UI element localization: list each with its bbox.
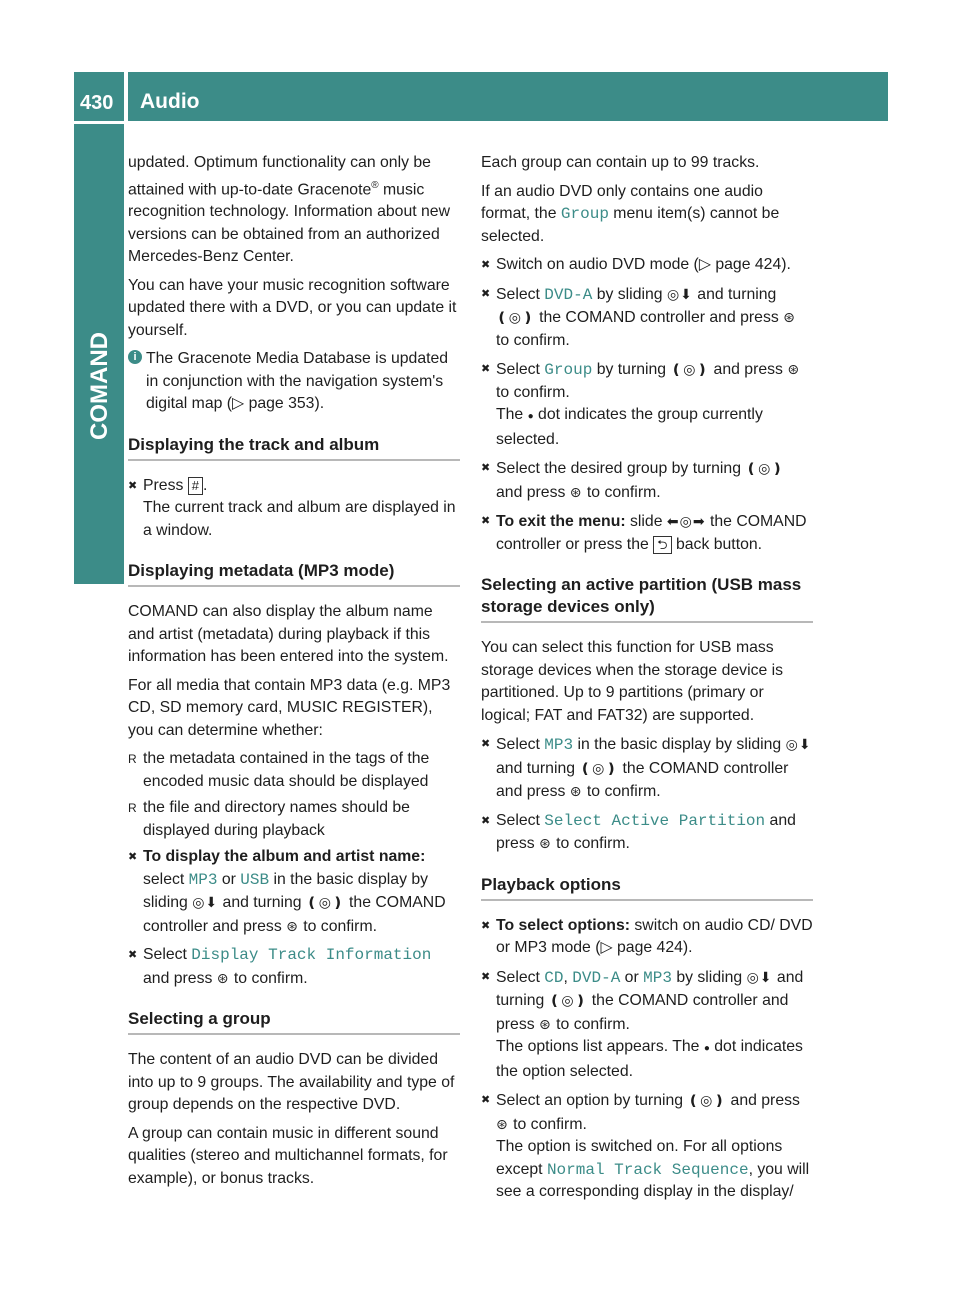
bullet-item: R the file and directory names should be displayed during playback [128,797,460,842]
controller-turn-icon: ❪◎❫ [496,309,535,325]
controller-turn-icon: ❪◎❫ [548,992,588,1008]
bullet-item: R the metadata contained in the tags of the encoded music data should be displayed [128,748,460,793]
controller-press-icon: ⊛ [569,483,583,500]
controller-slide-icon: ◎⬇ [666,285,693,302]
page-number-box [74,72,124,121]
step: ✖ Select DVD-A by sliding ◎⬇ and turning ❪◎❫ the COMAND controller and press ⊛ to confirm. [481,283,813,353]
controller-turn-icon: ❪◎❫ [579,759,619,776]
step: ✖ Select Group by turning ❪◎❫ and press ⊛ to confirm. The ● dot indicates the group currently selected. [481,358,813,451]
paragraph: If an audio DVD only contains one audio format, the Group menu item(s) cannot be selected. [481,182,780,245]
right-column [481,152,813,1210]
paragraph: COMAND can also display the album name and artist (metadata) during playback if this information has been entered into the system. [128,603,449,666]
step: ✖ Select Select Active Partition and press ⊛ to confirm. [481,810,813,856]
step: ✖ To exit the menu: slide ⬅◎➡ the COMAND controller or press the ⮌ back button. [481,510,813,556]
paragraph: Each group can contain up to 99 tracks. [481,154,760,171]
paragraph: A group can contain music in different sound qualities (stereo and multichannel formats, for example), or bonus tracks. [128,1124,448,1187]
step: ✖ To select options: switch on audio CD/ DVD or MP3 mode (▷ page 424). [481,915,813,960]
step: ✖ Press # . The current track and album are displayed in a window. [128,475,460,543]
controller-turn-icon: ❪◎❫ [745,460,785,476]
heading-metadata: Displaying metadata (MP3 mode) [128,560,460,587]
side-tab-label: COMAND [86,332,113,440]
controller-turn-icon: ❪◎❫ [687,1092,727,1108]
controller-slide-icon: ◎⬇ [746,968,773,985]
heading-partition: Selecting an active partition (USB mass storage devices only) [481,574,813,623]
step: ✖ Select MP3 in the basic display by sliding ◎⬇ and turning ❪◎❫ the COMAND controller and press ⊛ to confirm. [481,733,813,804]
page-number: 430 [80,92,114,114]
controller-press-icon: ⊛ [787,361,801,377]
controller-turn-icon: ❪◎❫ [305,894,345,911]
controller-slide-icon: ◎⬇ [785,736,812,752]
section-title: Audio [140,90,200,113]
step: ✖ Switch on audio DVD mode (▷ page 424). [481,254,813,277]
paragraph: For all media that contain MP3 data (e.g. MP3 CD, SD memory card, MUSIC REGISTER), you can determine whether: [128,676,451,739]
left-column [128,152,460,1196]
hash-button-icon: # [188,477,203,495]
controller-slide-icon: ⬅◎➡ [666,513,706,529]
controller-press-icon: ⊛ [569,783,583,799]
controller-press-icon: ⊛ [496,1115,509,1132]
paragraph: You can have your music recognition software updated there with a DVD, or you can update it yourself. [128,276,457,339]
controller-turn-icon: ❪◎❫ [670,361,710,377]
controller-press-icon: ⊛ [539,1015,552,1032]
step: ✖ Select an option by turning ❪◎❫ and press ⊛ to confirm. The option is switched on. For all options except Normal Track Sequence, you will see a corresponding display in the display/ [481,1089,813,1204]
section-header [128,72,888,121]
info-icon: i [128,350,142,364]
controller-press-icon: ⊛ [216,969,230,986]
back-button-icon: ⮌ [653,536,671,554]
step: ✖ Select CD, DVD-A or MP3 by sliding ◎⬇ and turning ❪◎❫ the COMAND controller and press ⊛ to confirm. The options list appears. The ● dot indicates the option selected. [481,966,813,1084]
controller-press-icon: ⊛ [539,835,552,851]
dot-icon: ● [527,411,534,422]
info-note: i The Gracenote Media Database is updated in conjunction with the navigation system's digital map (▷ page 353). [128,348,460,416]
controller-press-icon: ⊛ [286,917,299,934]
step: ✖ Select the desired group by turning ❪◎❫ and press ⊛ to confirm. [481,457,813,504]
heading-group: Selecting a group [128,1008,460,1035]
paragraph: updated. Optimum functionality can only be attained with up-to-date Gracenote® music recognition technology. Information about new versions can be obtained from an authorized Mercedes-Benz Center. [128,154,450,266]
heading-track-album: Displaying the track and album [128,434,460,461]
heading-playback: Playback options [481,874,813,901]
paragraph: You can select this function for USB mass storage devices when the storage device is partitioned. Up to 9 partitions (primary or logical; FAT and FAT32) are supported. [481,639,784,724]
step: ✖ Select Display Track Information and press ⊛ to confirm. [128,944,460,990]
step: ✖ To display the album and artist name: select MP3 or USB in the basic display by sliding ◎⬇ and turning ❪◎❫ the COMAND controller and press ⊛ to confirm. [128,846,460,938]
dot-icon: ● [703,1043,710,1054]
paragraph: The content of an audio DVD can be divided into up to 9 groups. The availability and type of group depends on the respective DVD. [128,1051,455,1114]
controller-press-icon: ⊛ [783,309,796,325]
controller-slide-icon: ◎⬇ [192,894,219,911]
